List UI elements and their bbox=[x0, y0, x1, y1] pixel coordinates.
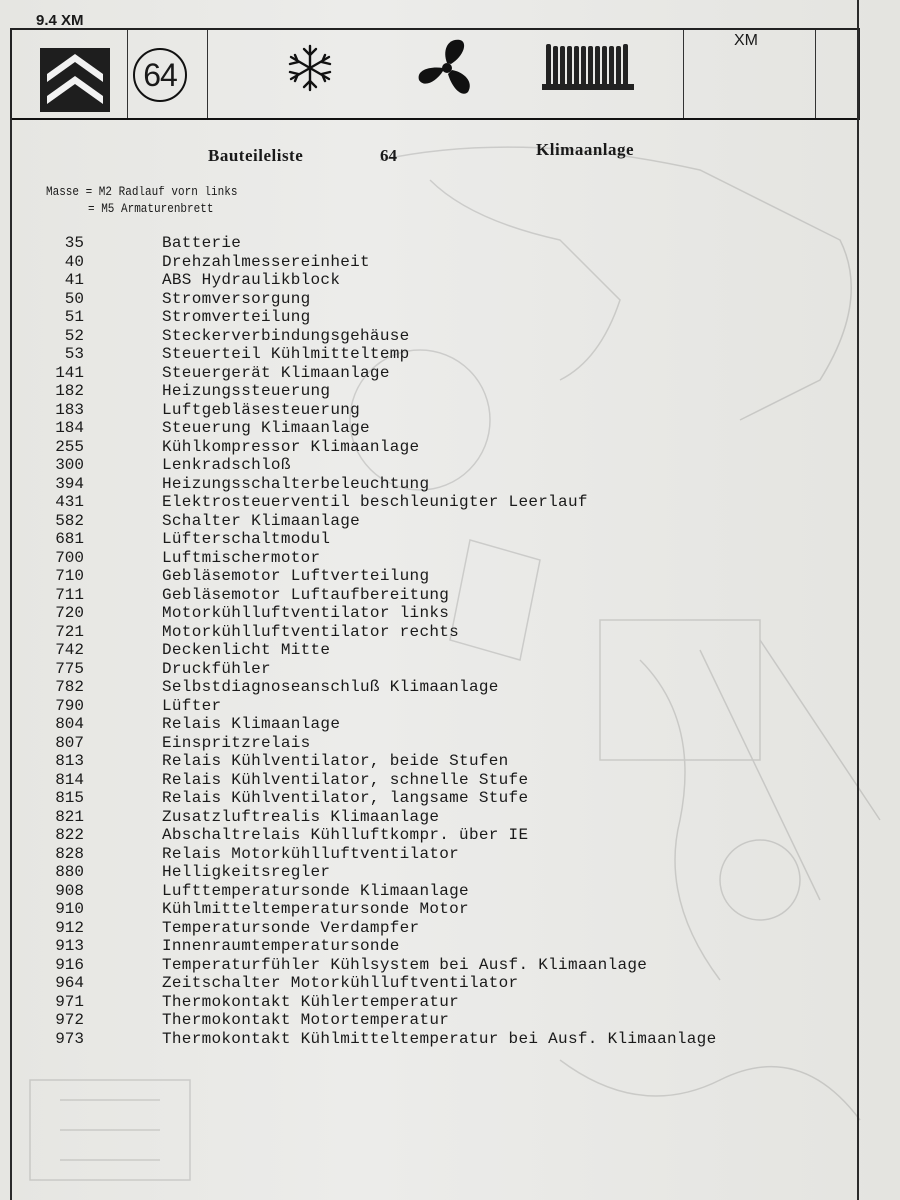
model-label: XM bbox=[734, 32, 758, 49]
part-number: 255 bbox=[55, 437, 84, 456]
list-item bbox=[0, 586, 900, 605]
part-description: Druckfühler bbox=[162, 659, 271, 678]
list-item bbox=[0, 623, 900, 642]
snowflake-icon bbox=[280, 38, 340, 98]
part-number: 814 bbox=[55, 770, 84, 789]
part-number: 972 bbox=[55, 1011, 84, 1029]
part-number: 582 bbox=[55, 511, 84, 530]
part-number: 711 bbox=[55, 585, 84, 604]
part-description: Drehzahlmessereinheit bbox=[162, 252, 370, 271]
part-number: 828 bbox=[55, 844, 84, 863]
part-number: 141 bbox=[55, 363, 84, 382]
part-number: 913 bbox=[55, 937, 84, 955]
list-item bbox=[0, 493, 900, 512]
list-item bbox=[0, 919, 900, 938]
part-number: 700 bbox=[55, 548, 84, 567]
group-number-cell bbox=[128, 30, 208, 118]
list-item bbox=[0, 456, 900, 475]
part-description: Temperatursonde Verdampfer bbox=[162, 918, 420, 937]
part-number: 880 bbox=[55, 863, 84, 881]
part-number: 52 bbox=[64, 326, 84, 345]
part-description: Lüfterschaltmodul bbox=[162, 530, 331, 548]
list-item bbox=[0, 715, 900, 734]
fan-icon bbox=[414, 36, 480, 100]
part-number: 184 bbox=[55, 419, 84, 437]
list-item bbox=[0, 789, 900, 808]
part-number: 782 bbox=[55, 678, 84, 696]
part-number: 916 bbox=[55, 955, 84, 974]
part-description: Helligkeitsregler bbox=[162, 863, 331, 881]
part-description: Relais Motorkühlluftventilator bbox=[162, 844, 460, 863]
list-item bbox=[0, 549, 900, 568]
part-description: Temperaturfühler Kühlsystem bei Ausf. Klimaanlage bbox=[162, 955, 648, 974]
list-item bbox=[0, 234, 900, 253]
part-number: 971 bbox=[55, 992, 84, 1011]
part-number: 431 bbox=[55, 493, 84, 511]
part-number: 804 bbox=[55, 715, 84, 733]
list-item bbox=[0, 660, 900, 679]
part-description: Batterie bbox=[162, 234, 242, 252]
part-description: Einspritzrelais bbox=[162, 733, 311, 752]
list-item bbox=[0, 290, 900, 309]
part-description: Elektrosteuerventil beschleunigter Leerlauf bbox=[162, 493, 588, 511]
masse-line-2: = M5 Armaturenbrett bbox=[88, 203, 214, 217]
part-number: 822 bbox=[55, 826, 84, 844]
part-number: 53 bbox=[64, 345, 84, 363]
part-description: Abschaltrelais Kühlluftkompr. über IE bbox=[162, 826, 529, 844]
part-number: 908 bbox=[55, 881, 84, 900]
masse-line-1: Masse = M2 Radlauf vorn links bbox=[46, 186, 238, 200]
part-description: Selbstdiagnoseanschluß Klimaanlage bbox=[162, 678, 499, 696]
list-item bbox=[0, 697, 900, 716]
list-item bbox=[0, 419, 900, 438]
part-number: 973 bbox=[55, 1029, 84, 1048]
part-number: 41 bbox=[64, 271, 84, 289]
parts-list bbox=[0, 234, 900, 1048]
part-description: Heizungssteuerung bbox=[162, 382, 331, 400]
part-description: Gebläsemotor Luftaufbereitung bbox=[162, 585, 450, 604]
list-item bbox=[0, 567, 900, 586]
part-number: 50 bbox=[64, 289, 84, 308]
part-description: Kühlkompressor Klimaanlage bbox=[162, 437, 420, 456]
part-number: 300 bbox=[55, 456, 84, 474]
model-cell bbox=[684, 30, 816, 118]
page-title: Bauteileliste bbox=[208, 146, 304, 165]
part-number: 183 bbox=[55, 400, 84, 419]
citroen-chevron-logo bbox=[40, 48, 110, 112]
list-item bbox=[0, 475, 900, 494]
part-description: Thermokontakt Kühlmitteltemperatur bei Ausf. Klimaanlage bbox=[162, 1029, 717, 1048]
symbols-cell bbox=[208, 30, 684, 118]
part-description: Luftgebläsesteuerung bbox=[162, 400, 361, 419]
part-description: Relais Klimaanlage bbox=[162, 715, 341, 733]
part-description: Innenraumtemperatursonde bbox=[162, 937, 400, 955]
list-item bbox=[0, 308, 900, 327]
list-item bbox=[0, 826, 900, 845]
list-item bbox=[0, 401, 900, 420]
part-description: Steuerteil Kühlmitteltemp bbox=[162, 345, 410, 363]
part-number: 807 bbox=[55, 733, 84, 752]
part-description: Schalter Klimaanlage bbox=[162, 511, 361, 530]
logo-cell bbox=[12, 30, 128, 118]
part-number: 40 bbox=[64, 252, 84, 271]
part-description: Lenkradschloß bbox=[162, 456, 291, 474]
part-number: 710 bbox=[55, 567, 84, 585]
list-item bbox=[0, 271, 900, 290]
part-description: Relais Kühlventilator, beide Stufen bbox=[162, 752, 509, 770]
list-item bbox=[0, 882, 900, 901]
part-description: Luftmischermotor bbox=[162, 548, 321, 567]
part-number: 51 bbox=[64, 308, 84, 326]
part-description: Thermokontakt Kühlertemperatur bbox=[162, 992, 460, 1011]
part-description: Lüfter bbox=[162, 696, 222, 715]
part-description: Zusatzluftrealis Klimaanlage bbox=[162, 807, 440, 826]
list-item bbox=[0, 900, 900, 919]
list-item bbox=[0, 253, 900, 272]
part-description: Motorkühlluftventilator links bbox=[162, 604, 450, 622]
part-number: 910 bbox=[55, 900, 84, 918]
list-item bbox=[0, 604, 900, 623]
list-item bbox=[0, 974, 900, 993]
part-description: Gebläsemotor Luftverteilung bbox=[162, 567, 430, 585]
part-description: Heizungsschalterbeleuchtung bbox=[162, 474, 430, 493]
part-number: 681 bbox=[55, 530, 84, 548]
title-number: 64 bbox=[380, 146, 397, 165]
part-description: Steckerverbindungsgehäuse bbox=[162, 326, 410, 345]
section-code: 9.4 XM bbox=[36, 12, 84, 29]
list-item bbox=[0, 863, 900, 882]
list-item bbox=[0, 530, 900, 549]
list-item bbox=[0, 1011, 900, 1030]
part-description: Motorkühlluftventilator rechts bbox=[162, 622, 460, 641]
list-item bbox=[0, 993, 900, 1012]
part-number: 182 bbox=[55, 382, 84, 400]
list-item bbox=[0, 845, 900, 864]
part-number: 821 bbox=[55, 807, 84, 826]
list-item bbox=[0, 678, 900, 697]
list-item bbox=[0, 734, 900, 753]
part-description: ABS Hydraulikblock bbox=[162, 271, 341, 289]
part-description: Stromversorgung bbox=[162, 289, 311, 308]
part-number: 815 bbox=[55, 789, 84, 807]
list-item bbox=[0, 808, 900, 827]
page-subject: Klimaanlage bbox=[536, 140, 635, 159]
part-number: 35 bbox=[64, 234, 84, 252]
list-item bbox=[0, 937, 900, 956]
part-number: 912 bbox=[55, 918, 84, 937]
list-item bbox=[0, 438, 900, 457]
list-item bbox=[0, 641, 900, 660]
radiator-icon bbox=[542, 42, 634, 96]
list-item bbox=[0, 956, 900, 975]
part-description: Steuerung Klimaanlage bbox=[162, 419, 370, 437]
part-description: Steuergerät Klimaanlage bbox=[162, 363, 390, 382]
group-number-badge: 64 bbox=[133, 48, 187, 102]
part-number: 721 bbox=[55, 622, 84, 641]
part-number: 775 bbox=[55, 659, 84, 678]
part-number: 790 bbox=[55, 696, 84, 715]
list-item bbox=[0, 1030, 900, 1049]
list-item bbox=[0, 512, 900, 531]
part-description: Stromverteilung bbox=[162, 308, 311, 326]
part-description: Lufttemperatursonde Klimaanlage bbox=[162, 881, 469, 900]
list-item bbox=[0, 771, 900, 790]
header-box bbox=[10, 28, 860, 120]
list-item bbox=[0, 752, 900, 771]
part-number: 813 bbox=[55, 752, 84, 770]
part-number: 720 bbox=[55, 604, 84, 622]
part-description: Zeitschalter Motorkühlluftventilator bbox=[162, 974, 519, 992]
part-number: 742 bbox=[55, 641, 84, 659]
part-description: Kühlmitteltemperatursonde Motor bbox=[162, 900, 469, 918]
list-item bbox=[0, 345, 900, 364]
part-number: 394 bbox=[55, 474, 84, 493]
part-number: 964 bbox=[55, 974, 84, 992]
list-item bbox=[0, 364, 900, 383]
part-description: Thermokontakt Motortemperatur bbox=[162, 1011, 450, 1029]
part-description: Deckenlicht Mitte bbox=[162, 641, 331, 659]
part-description: Relais Kühlventilator, langsame Stufe bbox=[162, 789, 529, 807]
list-item bbox=[0, 327, 900, 346]
part-description: Relais Kühlventilator, schnelle Stufe bbox=[162, 770, 529, 789]
list-item bbox=[0, 382, 900, 401]
